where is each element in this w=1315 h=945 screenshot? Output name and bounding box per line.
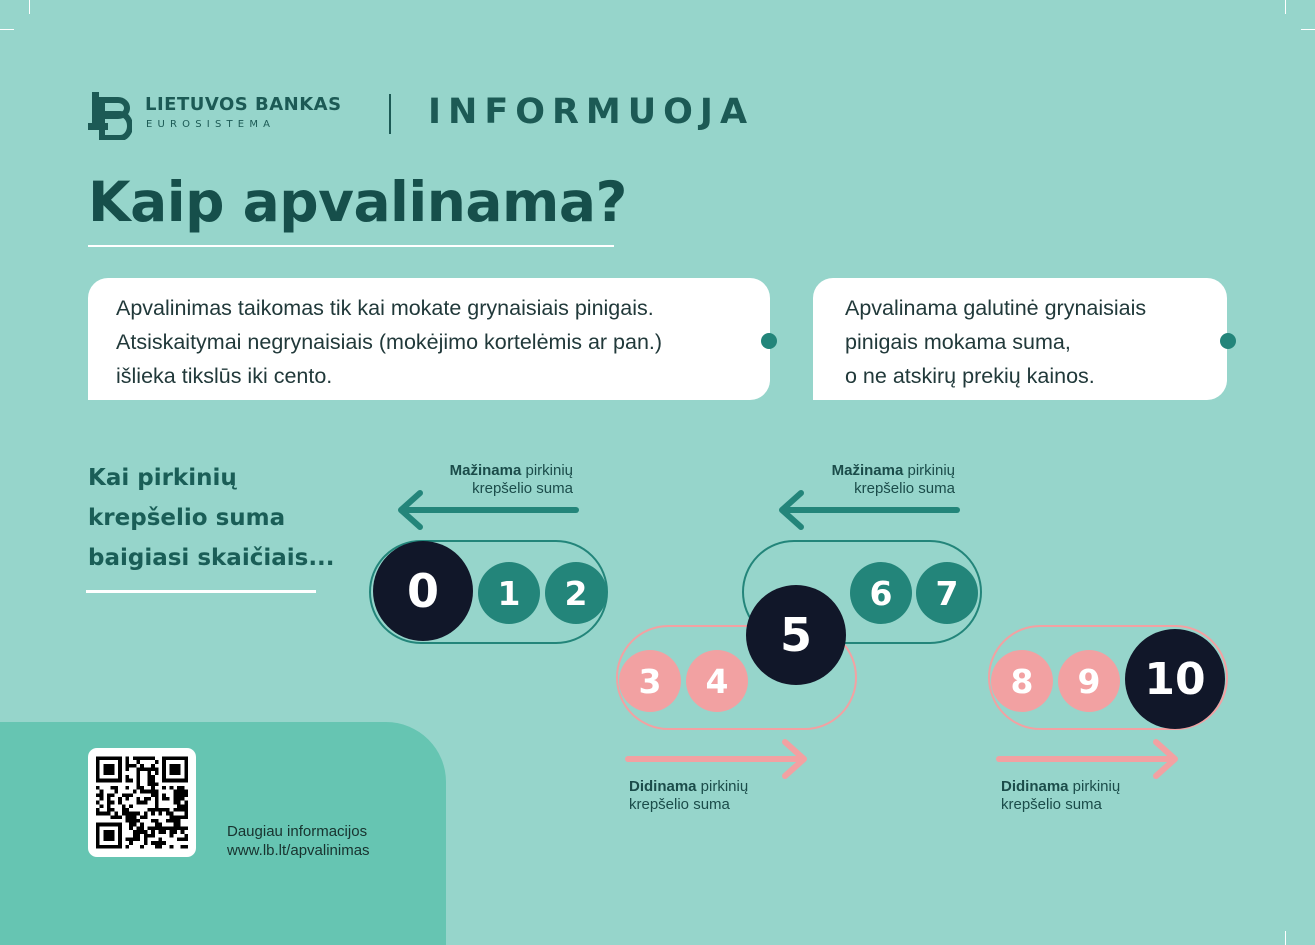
increase-arrow-icon — [628, 742, 804, 776]
digit-ball: 1 — [478, 562, 540, 624]
increase-arrow-icon — [999, 742, 1175, 776]
more-info-link[interactable]: www.lb.lt/apvalinimas — [227, 842, 370, 859]
label-rest: pirkinių — [1068, 778, 1121, 795]
digit-ball: 3 — [619, 650, 681, 712]
digit-ball: 6 — [850, 562, 912, 624]
label-rest: pirkinių — [521, 462, 573, 479]
subheading-underline — [86, 590, 316, 593]
decrease-label — [380, 462, 573, 498]
bullet-dot — [1220, 333, 1236, 349]
header-tag: INFORMUOJA — [428, 92, 755, 132]
info-line: Atsiskaitymai negrynaisiais (mokėjimo kortelėmis ar pan.) — [116, 330, 663, 354]
info-line: išlieka tikslūs iki cento. — [116, 364, 333, 388]
label-verb: Didinama — [629, 778, 697, 795]
rounding-target-ball: 10 — [1125, 629, 1225, 729]
digit-ball: 2 — [545, 562, 607, 624]
info-line: Apvalinama galutinė grynaisiais — [845, 296, 1147, 320]
crop-mark — [1301, 29, 1315, 30]
rounding-target-ball: 5 — [746, 585, 846, 685]
info-box-cash-only — [88, 278, 770, 400]
label-line2: krepšelio suma — [1001, 796, 1102, 813]
section-subheading — [88, 458, 335, 578]
more-info — [227, 822, 370, 860]
crop-mark — [1285, 0, 1286, 14]
digit-ball: 9 — [1058, 650, 1120, 712]
decrease-arrow-icon — [782, 493, 957, 527]
more-info-text: Daugiau informacijos — [227, 823, 368, 840]
label-rest: pirkinių — [903, 462, 955, 479]
org-subtitle: EUROSISTEMA — [146, 119, 276, 130]
label-verb: Mažinama — [831, 462, 904, 479]
subheading-line: baigiasi skaičiais... — [88, 545, 335, 571]
label-rest: pirkinių — [696, 778, 749, 795]
label-verb: Didinama — [1001, 778, 1069, 795]
page-title: Kaip apvalinama? — [88, 170, 627, 234]
qr-card[interactable] — [88, 748, 196, 857]
info-box-final-sum — [813, 278, 1227, 400]
digit-ball: 8 — [991, 650, 1053, 712]
info-line: pinigais mokama suma, — [845, 330, 1071, 354]
qr-code-icon — [96, 756, 188, 849]
header-divider — [389, 94, 391, 134]
footer-panel — [0, 722, 446, 945]
increase-label — [1001, 778, 1201, 814]
decrease-label — [762, 462, 955, 498]
info-line: Apvalinimas taikomas tik kai mokate grynaisiais pinigais. — [116, 296, 654, 320]
label-line2: krepšelio suma — [854, 480, 955, 497]
decrease-arrow-icon — [401, 493, 576, 527]
digit-ball: 7 — [916, 562, 978, 624]
subheading-line: krepšelio suma — [88, 505, 286, 531]
crop-mark — [29, 0, 30, 14]
crop-mark — [1285, 931, 1286, 945]
lb-monogram-icon — [88, 90, 132, 140]
label-line2: krepšelio suma — [629, 796, 730, 813]
title-underline — [88, 245, 614, 247]
info-line: o ne atskirų prekių kainos. — [845, 364, 1095, 388]
org-name: LIETUVOS BANKAS — [145, 94, 342, 115]
subheading-line: Kai pirkinių — [88, 465, 237, 491]
increase-label — [629, 778, 829, 814]
bullet-dot — [761, 333, 777, 349]
rounding-target-ball: 0 — [373, 541, 473, 641]
label-line2: krepšelio suma — [472, 480, 573, 497]
label-verb: Mažinama — [449, 462, 522, 479]
digit-ball: 4 — [686, 650, 748, 712]
crop-mark — [0, 29, 14, 30]
